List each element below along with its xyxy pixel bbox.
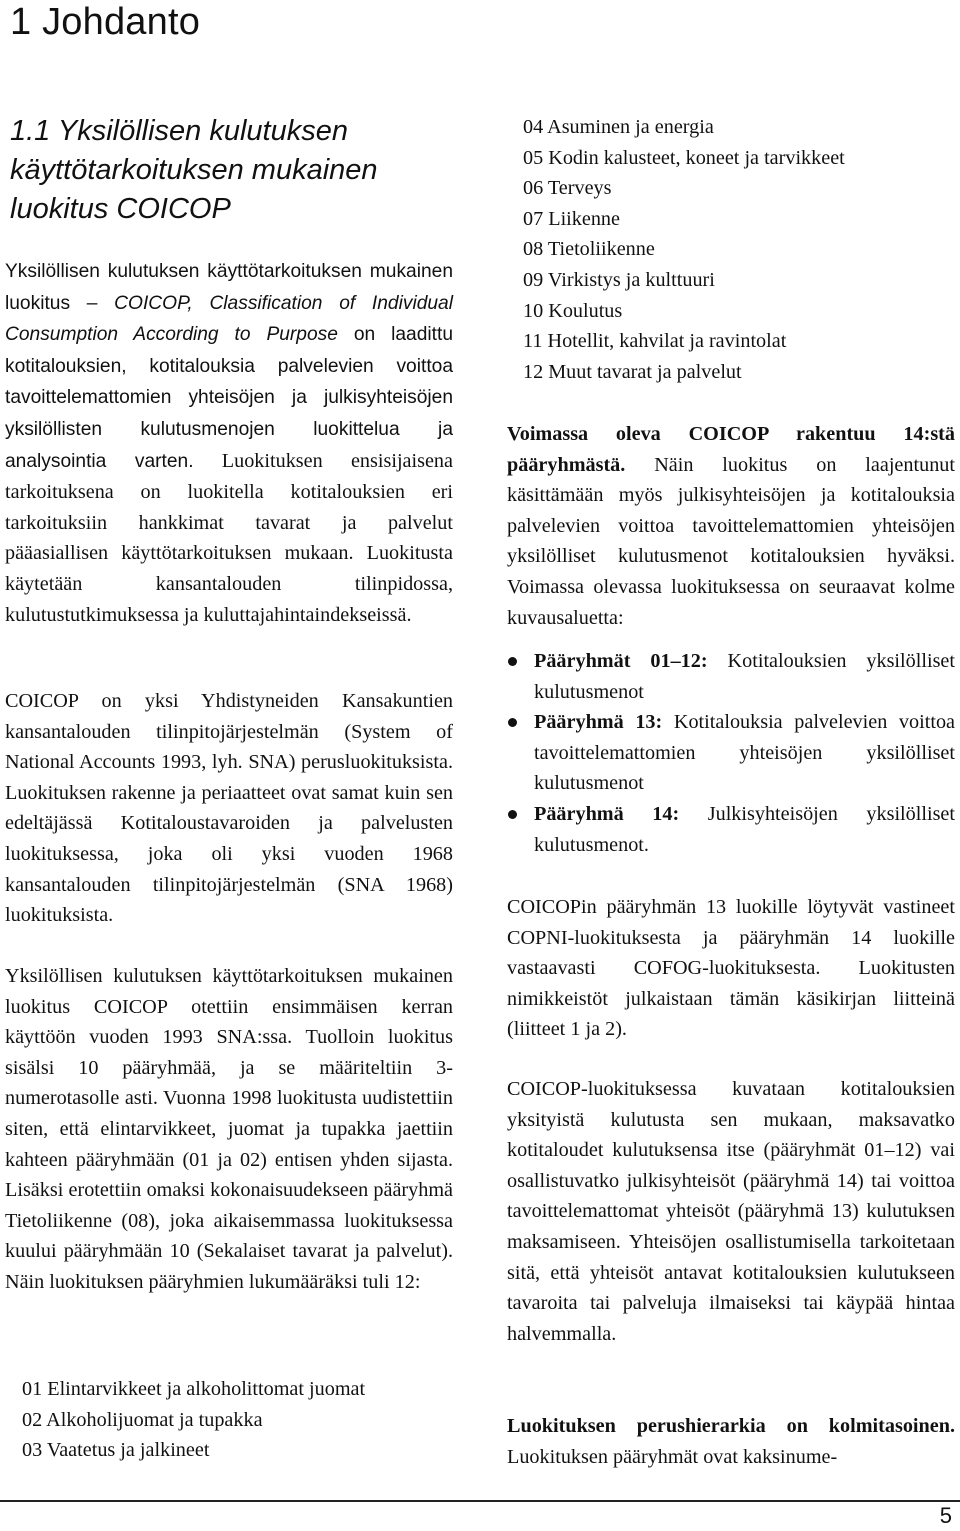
list-item bbox=[523, 112, 845, 143]
hierarchy-text: Luokituksen pääryhmät ovat kaksinume- bbox=[507, 1445, 838, 1468]
group-code: 12 bbox=[523, 360, 544, 383]
group-name: Muut tavarat ja palvelut bbox=[548, 360, 742, 383]
list-item bbox=[523, 234, 845, 265]
bullet-icon bbox=[508, 718, 517, 727]
group-code: 05 bbox=[523, 146, 544, 169]
bullet-label: Pääryhmä 13: bbox=[534, 711, 663, 734]
group-code: 06 bbox=[523, 177, 544, 200]
bullet-text: Julkisyhteisöjen yksilölliset kulutusmenot. bbox=[534, 802, 956, 856]
list-item bbox=[523, 265, 845, 296]
group-name: Kodin kalusteet, koneet ja tarvikkeet bbox=[548, 146, 845, 169]
history-paragraph: Yksilöllisen kulutuksen käyttötarkoituksen mukainen luokitus COICOP otettiin ensimmäisen kerran käyttöön vuoden 1993 SNA:ssa. Tuolloin luokitus sisälsi 10 pääryhmää, ja se määriteltiin 3-numerotasolle asti. Vuonna 1998 luokitusta uudistettiin siten, että elintarvikkeet, juomat ja tupakka jaettiin kahteen pääryhmään (01 ja 02) entisen yhden sijasta. Lisäksi erotettiin omaksi kokonaisuudekseen pääryhmä Tietoliikenne (08), joka aikaisemmassa luokituksessa kuului pääryhmään 10 (Sekalaiset tavarat ja palvelut). Näin luokituksen pääryhmien lukumääräksi tuli 12: bbox=[5, 965, 453, 1293]
bullet-text: Kotitalouksien yksilölliset kulutusmenot bbox=[534, 650, 955, 703]
list-item bbox=[523, 173, 845, 204]
group-code: 01 bbox=[22, 1378, 43, 1400]
coverage-bullet-list bbox=[507, 646, 955, 860]
group-name: Virkistys ja kulttuuri bbox=[547, 268, 715, 291]
bullet-label: Pääryhmät 01–12: bbox=[534, 650, 708, 672]
intro-lead-text: Yksilöllisen kulutuksen käyttötarkoituksen mukainen luokitus – bbox=[5, 261, 453, 314]
group-code: 08 bbox=[523, 238, 544, 261]
group-code: 09 bbox=[523, 268, 544, 291]
group-name: Liikenne bbox=[548, 207, 620, 230]
group-code: 10 bbox=[523, 299, 544, 322]
group-name: Asuminen ja energia bbox=[547, 116, 714, 138]
group-name: Hotellit, kahvilat ja ravintolat bbox=[547, 330, 787, 353]
group-name: Terveys bbox=[547, 177, 612, 200]
current-coicop-text: Näin luokitus on laajentunut käsittämään myös julkisyhteisöjen ja kotitalouksia palvelevien voittoa tavoittelemattomien yhteisöjen yksilölliset kulutusmenot kotitalouksien hyväksi. Voimassa olevassa luokituksessa on seuraavat kolme kuvausaluetta: bbox=[507, 453, 955, 629]
group-code: 11 bbox=[523, 330, 543, 353]
household-consumption-paragraph: COICOP-luokituksessa kuvataan kotitalouksien yksityistä kulutusta sen mukaan, maksavatko kotitaloudet kulutuksensa itse (pääryhmät 01–12) vai osallistuvatko julkisyhteisöt (pääryhmä 14) tai voittoa tavoittelemattomat yhteisöt (pääryhmä 13) kulutuksen maksamiseen. Yhteisöjen osallistumisella tarkoitetaan sitä, että yhteisöt antavat kotitalouksien kulutukseen tavaroita tai palveluja ilmaiseksi tai käypää hintaa halvemmalla. bbox=[507, 1078, 955, 1345]
hierarchy-paragraph bbox=[507, 1411, 955, 1472]
list-item bbox=[523, 204, 845, 235]
list-item bbox=[22, 1374, 365, 1405]
current-coicop-paragraph bbox=[507, 419, 955, 633]
bullet-text: Kotitalouksia palvelevien voittoa tavoittelemattomien yhteisöjen yksilölliset kulutusmenot bbox=[534, 711, 955, 795]
main-groups-list-part1 bbox=[22, 1374, 365, 1466]
bullet-icon bbox=[508, 657, 517, 666]
bullet-icon bbox=[508, 810, 517, 819]
group-name: Alkoholijuomat ja tupakka bbox=[46, 1408, 263, 1431]
bullet-label: Pääryhmä 14: bbox=[534, 802, 680, 825]
intro-coicop-fullname: COICOP, Classification of Individual Consumption According to Purpose bbox=[5, 292, 453, 346]
group-code: 03 bbox=[22, 1439, 43, 1462]
group-code: 04 bbox=[523, 116, 544, 138]
bullet-item bbox=[507, 799, 955, 860]
intro-purpose-text: on laadittu kotitalouksien, kotitalouksia palvelevien voittoa tavoittelemattomien yhteisöjen ja julkisyhteisöjen yksilöllisten kulutusmenojen luokittelua ja analysointia varten. bbox=[5, 324, 453, 472]
main-groups-list-part2 bbox=[523, 112, 845, 387]
list-item bbox=[523, 326, 845, 357]
list-item bbox=[523, 143, 845, 174]
current-coicop-lead: Voimassa oleva COICOP rakentuu 14:stä pääryhmästä. bbox=[507, 423, 955, 476]
group-name: Elintarvikkeet ja alkoholittomat juomat bbox=[47, 1378, 366, 1400]
page-number: 5 bbox=[939, 1503, 952, 1528]
copni-cofog-paragraph: COICOPin pääryhmän 13 luokille löytyvät vastineet COPNI-luokituksesta ja pääryhmän 14 luokille vastaavasti COFOG-luokituksesta. Luokitusten nimikkeistöt julkaistaan tämän käsikirjan liitteinä (liitteet 1 ja 2). bbox=[507, 896, 955, 1041]
sna-paragraph: COICOP on yksi Yhdistyneiden Kansakuntien kansantalouden tilinpitojärjestelmän (System of National Accounts 1993, lyh. SNA) perusluokituksista. Luokituksen rakenne ja periaatteet ovat samat kuin sen edeltäjässä Kotitaloustavaroiden ja palvelusten luokituksessa, joka oli yksi vuoden 1968 kansantalouden tilinpitojärjestelmän (SNA 1968) luokituksista. bbox=[5, 690, 453, 927]
footer-divider bbox=[0, 1500, 960, 1502]
group-name: Tietoliikenne bbox=[547, 238, 655, 261]
list-item bbox=[523, 357, 845, 388]
list-item bbox=[523, 296, 845, 327]
group-name: Vaatetus ja jalkineet bbox=[46, 1439, 210, 1462]
section-heading: 1.1 Yksilöllisen kulutuksen käyttötarkoituksen mukainen luokitus COICOP bbox=[10, 115, 378, 225]
list-item bbox=[22, 1405, 365, 1436]
bullet-item bbox=[507, 646, 955, 707]
intro-usage-text: Luokituksen ensisijaisena tarkoituksena on luokitella kotitalouksien eri tarkoituksiin hankkimat tavarat ja palvelut pääasiallisen käyttötarkoituksen mukaan. Luokitusta käytetään kansantalouden tilinpidossa, kulutustutkimuksessa ja kuluttajahintaindekseissä. bbox=[5, 449, 453, 626]
bullet-item bbox=[507, 707, 955, 799]
group-code: 07 bbox=[523, 207, 544, 230]
intro-paragraph bbox=[5, 256, 453, 630]
group-name: Koulutus bbox=[548, 299, 623, 322]
group-code: 02 bbox=[22, 1408, 43, 1431]
list-item bbox=[22, 1435, 365, 1466]
page-title: 1 Johdanto bbox=[10, 1, 201, 43]
hierarchy-lead: Luokituksen perushierarkia on kolmitasoinen. bbox=[507, 1415, 955, 1437]
